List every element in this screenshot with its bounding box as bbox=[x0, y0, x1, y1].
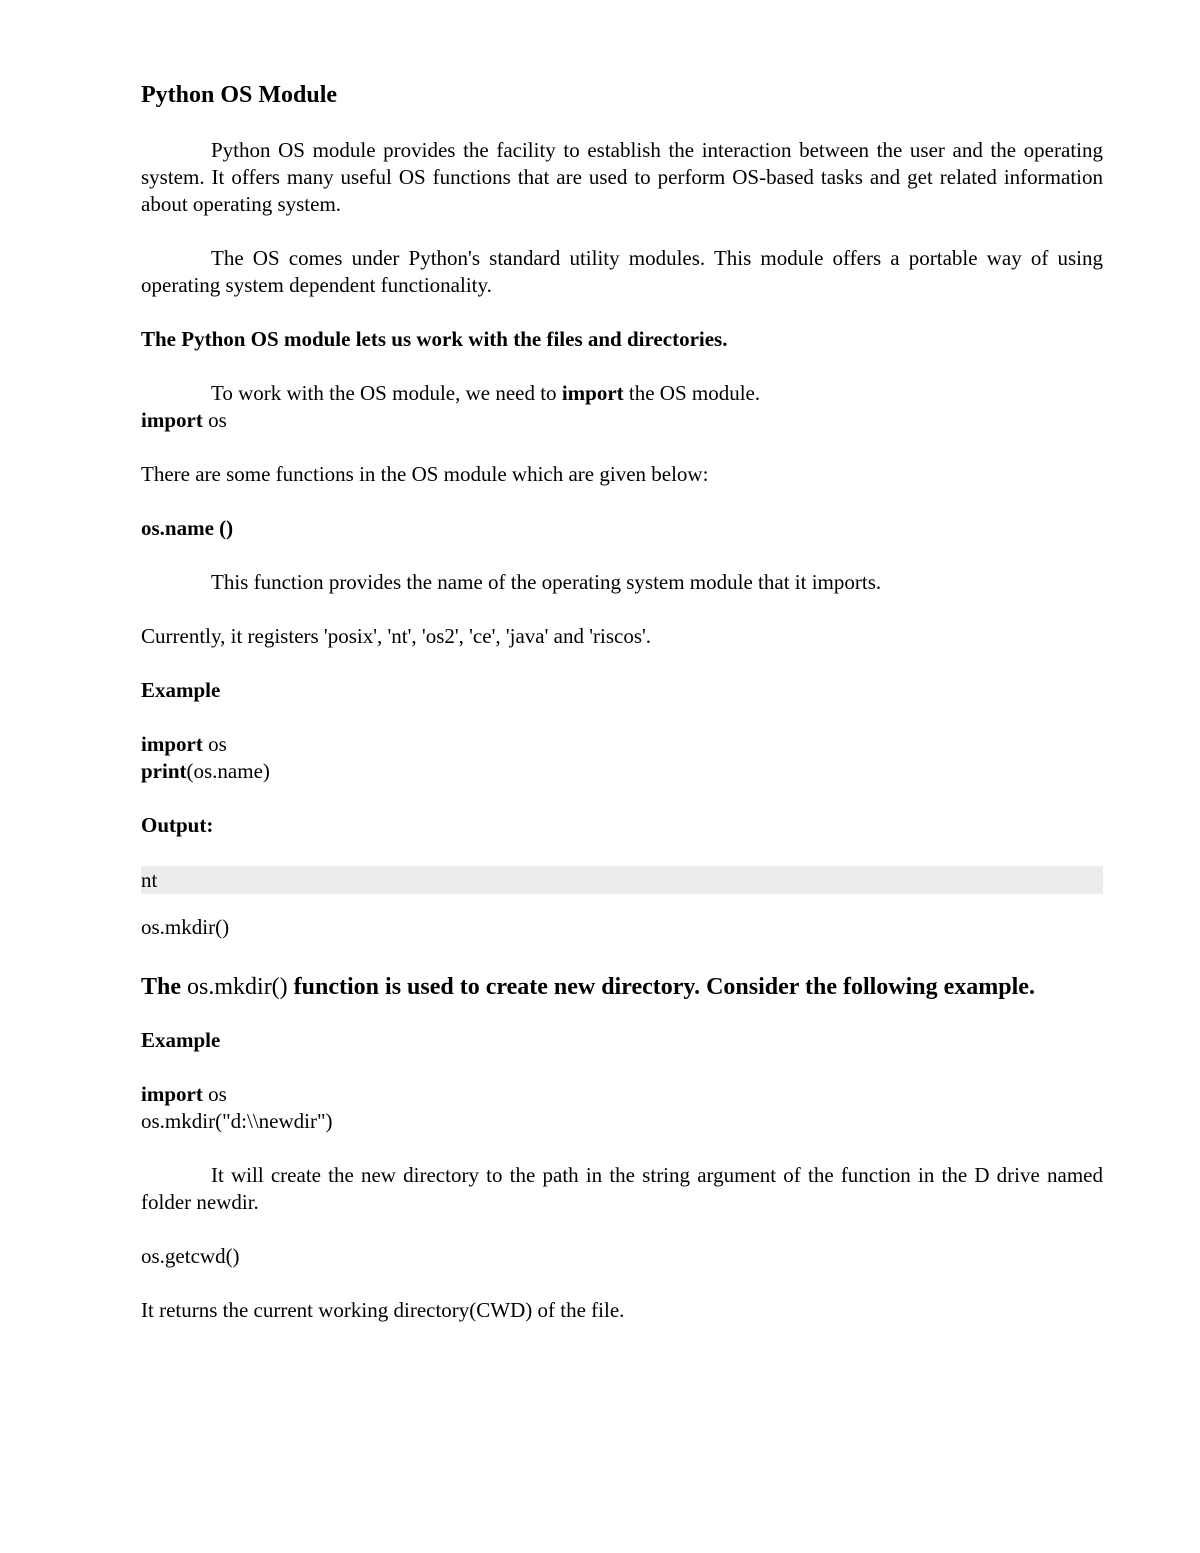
os-name-code-line-1 bbox=[141, 731, 1103, 758]
os-name-code-line-1-rest: os bbox=[202, 732, 227, 756]
import-instruction-text-after: the OS module. bbox=[623, 381, 761, 405]
os-mkdir-code-line-1 bbox=[141, 1081, 1103, 1108]
os-name-description: This function provides the name of the operating system module that it imports. bbox=[211, 570, 882, 594]
files-heading: The Python OS module lets us work with the files and directories. bbox=[141, 327, 728, 351]
import-code-line bbox=[141, 407, 1103, 434]
os-mkdir-code-line-1-keyword: import bbox=[141, 1082, 203, 1106]
import-keyword: import bbox=[561, 381, 624, 405]
os-name-code-line-1-keyword: import bbox=[141, 732, 203, 756]
os-mkdir-heading-part-2: function is used to create new directory. Consider the following example. bbox=[287, 974, 1035, 1000]
intro-paragraph-2: The OS comes under Python's standard utility modules. This module offers a portable way of using operating system dependent functionality. bbox=[141, 246, 1103, 297]
os-name-code-line-2-keyword: print bbox=[141, 759, 187, 783]
import-code-rest: os bbox=[202, 408, 227, 432]
import-instruction-text-before: To work with the OS module, we need to bbox=[211, 381, 562, 405]
os-mkdir-code-line-2: os.mkdir("d:\\newdir") bbox=[141, 1109, 333, 1133]
os-name-code-line-2 bbox=[141, 758, 1103, 785]
os-mkdir-code-line-1-rest: os bbox=[202, 1082, 227, 1106]
import-instruction bbox=[141, 380, 1103, 407]
os-mkdir-description: It will create the new directory to the path in the string argument of the function in the D drive named folder newdir. bbox=[141, 1163, 1103, 1214]
import-code-keyword: import bbox=[141, 408, 203, 432]
os-mkdir-heading bbox=[141, 971, 1103, 1003]
os-getcwd-description: It returns the current working directory(CWD) of the file. bbox=[141, 1298, 625, 1322]
os-name-output-box: nt bbox=[141, 866, 1103, 894]
os-name-example-label: Example bbox=[141, 678, 221, 702]
document-content bbox=[141, 80, 1103, 1324]
os-name-output-label: Output: bbox=[141, 813, 214, 837]
os-name-code-line-2-rest: (os.name) bbox=[186, 759, 270, 783]
os-mkdir-example-label: Example bbox=[141, 1028, 221, 1052]
functions-intro: There are some functions in the OS module which are given below: bbox=[141, 462, 709, 486]
intro-paragraph-1: Python OS module provides the facility to establish the interaction between the user and the operating system. It offers many useful OS functions that are used to perform OS-based tasks and get related information about operating system. bbox=[141, 138, 1103, 216]
os-name-registers: Currently, it registers 'posix', 'nt', 'os2', 'ce', 'java' and 'riscos'. bbox=[141, 624, 652, 648]
page-title: Python OS Module bbox=[141, 82, 338, 108]
os-mkdir-heading-func: os.mkdir() bbox=[187, 974, 288, 1000]
os-getcwd-label: os.getcwd() bbox=[141, 1244, 240, 1268]
os-mkdir-label: os.mkdir() bbox=[141, 915, 230, 939]
os-name-heading: os.name () bbox=[141, 516, 234, 540]
os-mkdir-heading-part-1: The bbox=[141, 974, 188, 1000]
